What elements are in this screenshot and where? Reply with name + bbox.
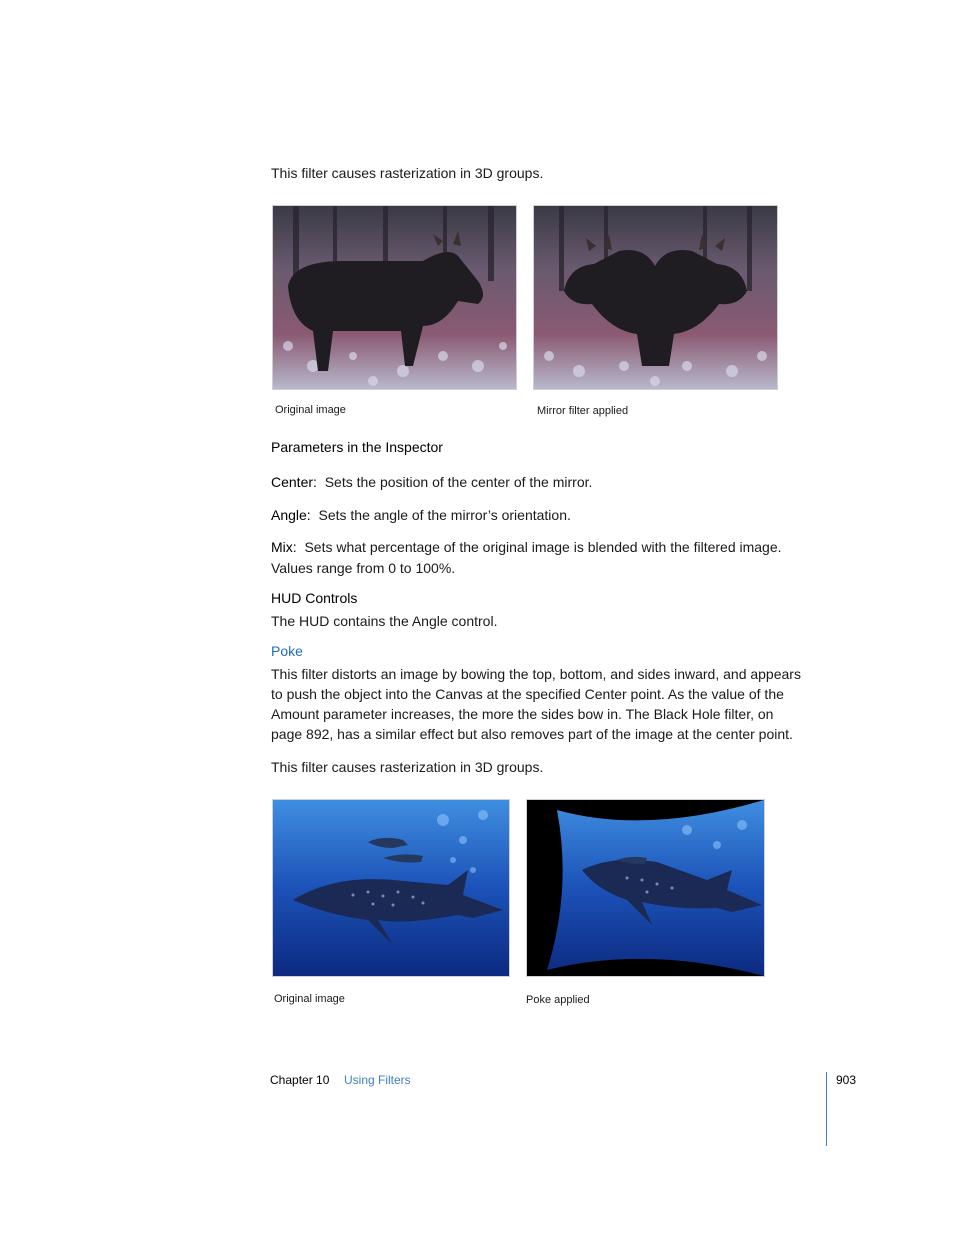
- hud-heading: HUD Controls: [271, 590, 358, 606]
- inspector-heading: Parameters in the Inspector: [271, 439, 443, 455]
- intro-text: This filter causes rasterization in 3D groups.: [271, 165, 544, 181]
- param-center: [271, 472, 592, 492]
- poke-line: This filter distorts an image by bowing the top, bottom, and sides inward, and appears: [271, 666, 801, 682]
- poke-right-caption: Poke applied: [526, 994, 590, 1006]
- hud-text: The HUD contains the Angle control.: [271, 613, 498, 629]
- param-angle-term: Angle:: [271, 507, 311, 523]
- poke-left-caption: Original image: [274, 993, 345, 1005]
- mirror-right-caption: Mirror filter applied: [537, 405, 629, 417]
- footer-chapter: Chapter 10: [270, 1073, 330, 1087]
- poke-raster-text: This filter causes rasterization in 3D groups.: [271, 759, 544, 775]
- footer-divider: [826, 1072, 827, 1146]
- param-mix-term: Mix:: [271, 539, 297, 555]
- mirror-left-caption: Original image: [275, 404, 346, 416]
- param-center-desc: Sets the position of the center of the mirror.: [324, 474, 593, 490]
- shark-poke-image: [526, 799, 765, 977]
- param-angle: [271, 505, 571, 525]
- shark-original-image: [272, 799, 510, 977]
- poke-line: page 892, has a similar effect but also removes part of the image at the center point.: [271, 726, 793, 742]
- poke-line: Amount parameter increases, the more the sides bow in. The Black Hole filter, on: [271, 706, 774, 722]
- poke-line: to push the object into the Canvas at the specified Center point. As the value of the: [271, 686, 784, 702]
- poke-paragraph: [271, 664, 831, 744]
- page-number: 903: [836, 1073, 857, 1087]
- moose-original-image: [272, 205, 517, 390]
- param-mix: [271, 537, 831, 557]
- moose-mirror-image: [533, 205, 778, 390]
- poke-title: Poke: [271, 643, 303, 659]
- param-center-term: Center:: [271, 474, 317, 490]
- param-angle-desc: Sets the angle of the mirror’s orientation.: [318, 507, 571, 523]
- param-mix-desc-2: Values range from 0 to 100%.: [271, 560, 456, 576]
- footer-chapter-title-link[interactable]: Using Filters: [344, 1073, 411, 1087]
- param-mix-desc: Sets what percentage of the original image is blended with the filtered image.: [304, 539, 782, 555]
